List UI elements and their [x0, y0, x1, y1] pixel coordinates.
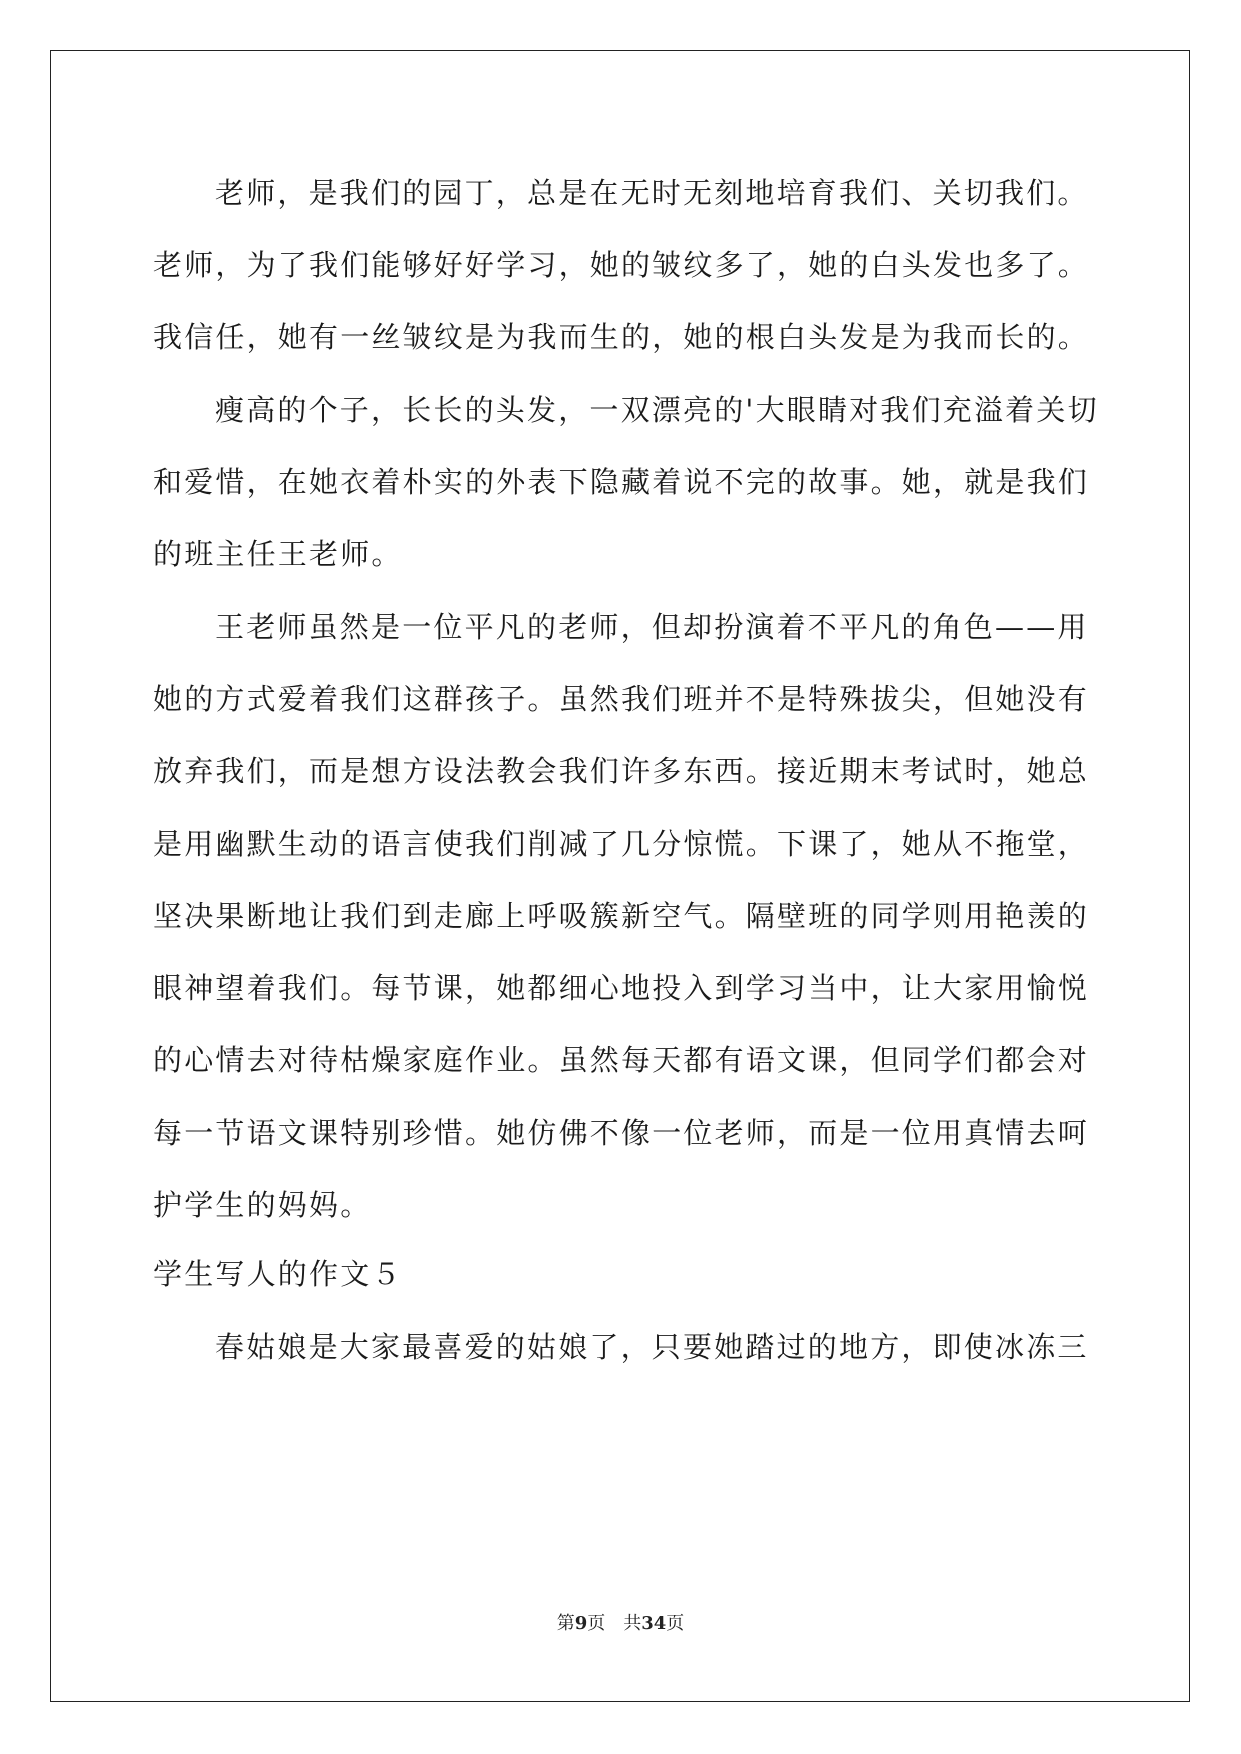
text-line: 瘦高的个子，长长的头发，一双漂亮的'大眼睛对我们充溢着关切: [215, 393, 1099, 427]
text-line: 坚决果断地让我们到走廊上呼吸簇新空气。隔壁班的同学则用艳羡的: [153, 899, 1090, 933]
current-page-number: 9: [574, 1613, 588, 1634]
footer-mid: 页 共: [587, 1613, 642, 1634]
footer-prefix: 第: [556, 1613, 575, 1634]
text-line: 放弃我们，而是想方设法教会我们许多东西。接近期末考试时，她总: [153, 754, 1090, 788]
page-footer: [0, 1609, 1241, 1635]
text-line: 老师，是我们的园丁，总是在无时无刻地培育我们、关切我们。: [215, 176, 1089, 210]
total-page-count: 34: [641, 1613, 667, 1634]
footer-suffix: 页: [666, 1613, 685, 1634]
text-line: 老师，为了我们能够好好学习，她的皱纹多了，她的白头发也多了。: [153, 248, 1090, 282]
text-line: 的班主任王老师。: [153, 537, 403, 571]
text-line: 我信任，她有一丝皱纹是为我而生的，她的根白头发是为我而长的。: [153, 320, 1090, 354]
text-line: 眼神望着我们。每节课，她都细心地投入到学习当中，让大家用愉悦: [153, 971, 1090, 1005]
text-line: 每一节语文课特别珍惜。她仿佛不像一位老师，而是一位用真情去呵: [153, 1116, 1090, 1150]
text-line: 春姑娘是大家最喜爱的姑娘了，只要她踏过的地方，即使冰冻三: [215, 1330, 1089, 1364]
text-line: 的心情去对待枯燥家庭作业。虽然每天都有语文课，但同学们都会对: [153, 1043, 1090, 1077]
page-border: [50, 50, 1190, 1702]
text-line: 是用幽默生动的语言使我们削减了几分惊慌。下课了，她从不拖堂，: [153, 827, 1090, 861]
text-line: 和爱惜，在她衣着朴实的外表下隐藏着说不完的故事。她，就是我们: [153, 465, 1090, 499]
text-line: 护学生的妈妈。: [153, 1188, 372, 1222]
section-heading: 学生写人的作文５: [153, 1257, 403, 1291]
text-line: 她的方式爱着我们这群孩子。虽然我们班并不是特殊拔尖，但她没有: [153, 682, 1090, 716]
text-line: 王老师虽然是一位平凡的老师，但却扮演着不平凡的角色——用: [215, 610, 1089, 644]
